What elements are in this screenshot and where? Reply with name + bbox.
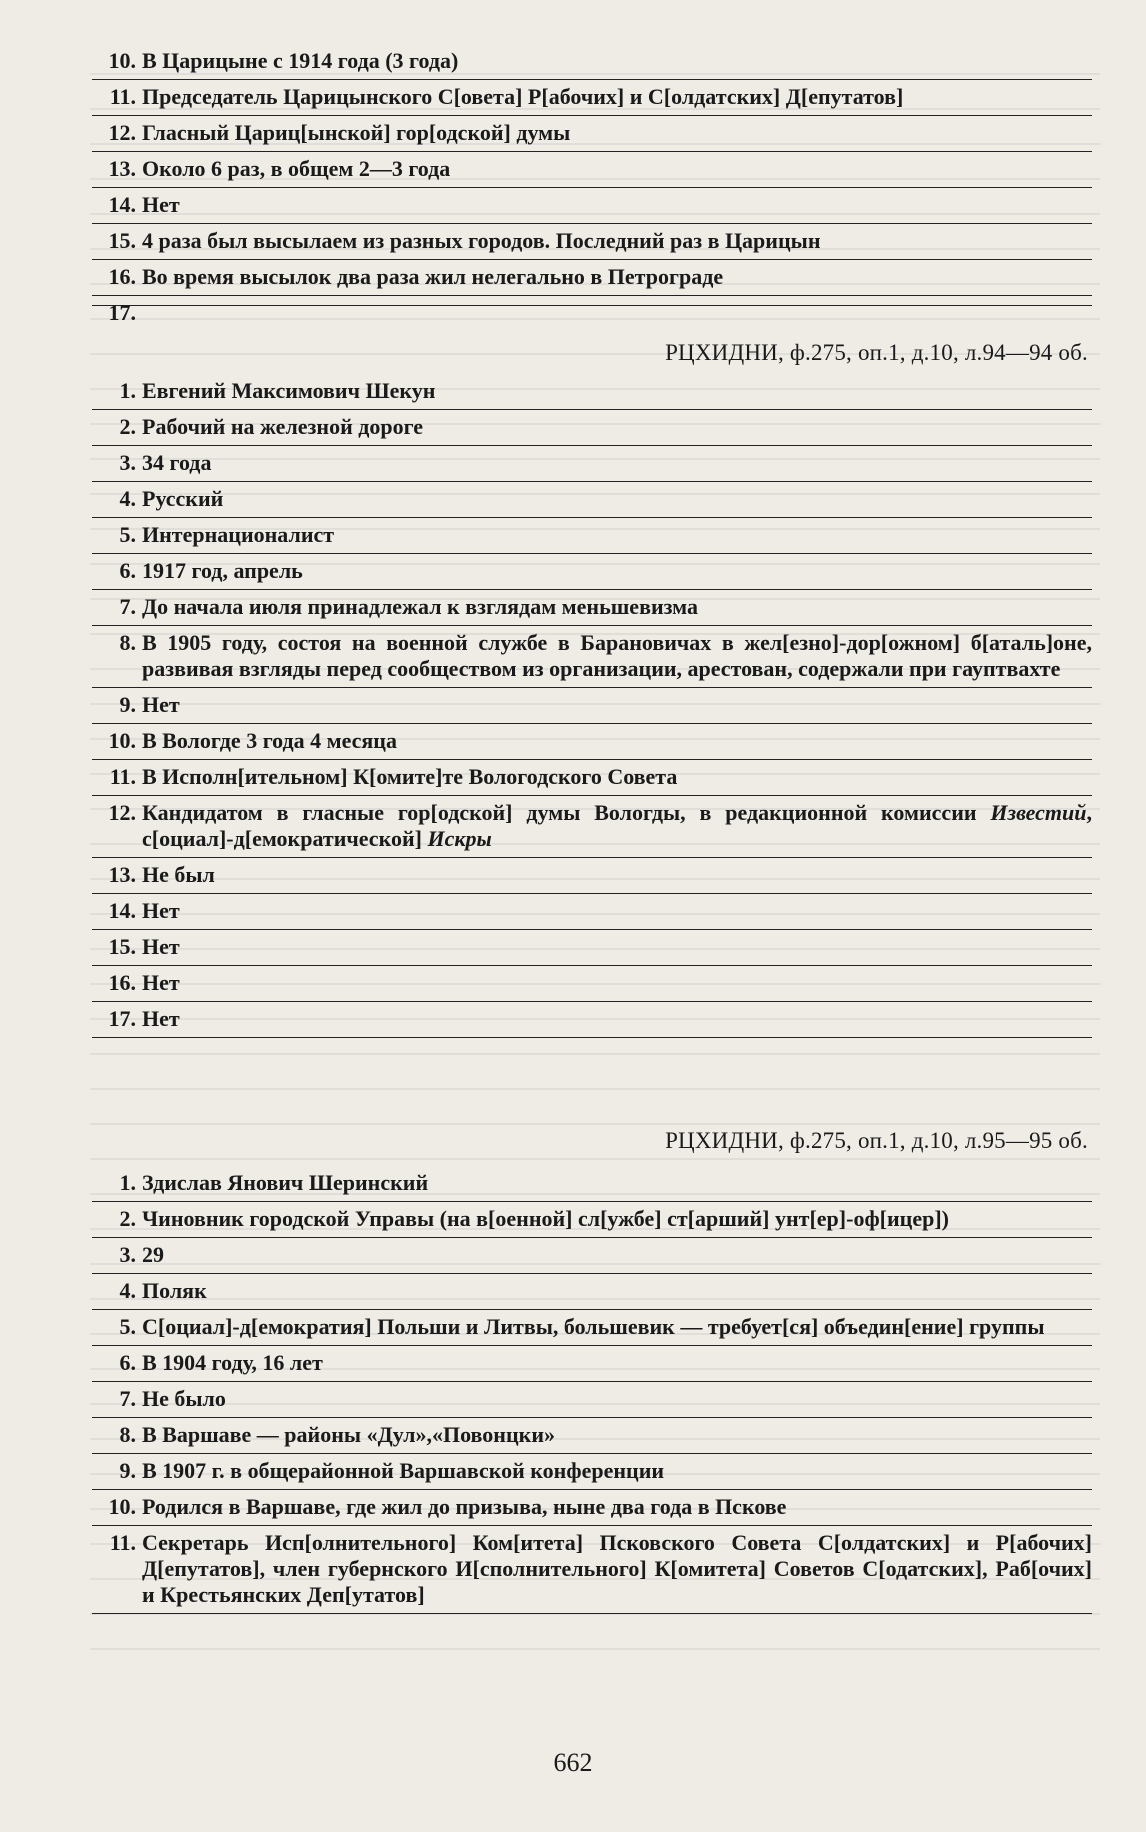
answer-number: 12.	[108, 800, 136, 825]
answer-row	[92, 1238, 1092, 1274]
answer-row	[92, 446, 1092, 482]
answer-row	[92, 1382, 1092, 1418]
answer-text: В 1904 году, 16 лет	[142, 1350, 323, 1375]
answer-text: С[оциал]-д[емократия] Польши и Литвы, большевик — требует[ся] объедин[ение] группы	[142, 1314, 1045, 1339]
answer-number: 11.	[109, 84, 136, 109]
answer-row	[92, 858, 1092, 894]
archive-reference-1: РЦХИДНИ, ф.275, оп.1, д.10, л.94—94 об.	[665, 340, 1088, 365]
answer-number: 8.	[119, 1422, 136, 1447]
answer-text: Нет	[142, 192, 180, 217]
answer-text: 4 раза был высылаем из разных городов. Последний раз в Царицын	[142, 228, 821, 253]
answer-row	[92, 1454, 1092, 1490]
answer-number: 7.	[119, 1386, 136, 1411]
answer-row	[92, 1526, 1092, 1614]
answer-number: 16.	[108, 970, 136, 995]
answer-number: 14.	[108, 898, 136, 923]
answer-text: 34 года	[142, 450, 212, 475]
answer-text: В Вологде 3 года 4 месяца	[142, 728, 397, 753]
answer-text: Рабочий на железной дороге	[142, 414, 424, 439]
questionnaire-block-1	[92, 44, 1092, 325]
answer-row	[92, 296, 1092, 325]
answer-text: Родился в Варшаве, где жил до призыва, ныне два года в Пскове	[142, 1494, 787, 1519]
answer-text: Здислав Янович Шеринский	[142, 1170, 429, 1195]
answer-row	[92, 1418, 1092, 1454]
answer-text: Гласный Цариц[ынской] гор[одской] думы	[142, 120, 571, 145]
answer-row	[92, 894, 1092, 930]
archive-reference-2: РЦХИДНИ, ф.275, оп.1, д.10, л.95—95 об.	[665, 1128, 1088, 1153]
answer-number: 15.	[108, 934, 136, 959]
answer-text: Нет	[142, 934, 180, 959]
answer-text: 1917 год, апрель	[142, 558, 303, 583]
answer-text	[142, 296, 1092, 305]
answer-number: 3.	[119, 1242, 136, 1267]
answer-number: 1.	[119, 1170, 136, 1195]
answer-row	[92, 626, 1092, 688]
answer-row	[92, 80, 1092, 116]
questionnaire-block-2	[92, 374, 1092, 1038]
answer-text: Председатель Царицынского С[овета] Р[абочих] и С[олдатских] Д[епутатов]	[142, 84, 904, 109]
answer-row	[92, 1490, 1092, 1526]
answer-text: Нет	[142, 692, 180, 717]
answer-number: 4.	[119, 1278, 136, 1303]
answer-number: 7.	[119, 594, 136, 619]
answer-row	[92, 760, 1092, 796]
answer-number: 6.	[119, 1350, 136, 1375]
answer-row	[92, 796, 1092, 858]
answer-row	[92, 224, 1092, 260]
answer-number: 11.	[109, 764, 136, 789]
answer-text: Нет	[142, 1006, 180, 1031]
answer-number: 16.	[108, 264, 136, 289]
answer-text: В 1907 г. в общерайонной Варшавской конференции	[142, 1458, 665, 1483]
answer-text: Кандидатом в гласные гор[одской] думы Вологды, в редакционной комиссии Известий, с[оциал]-д[емократической] Искры	[142, 800, 1092, 851]
answer-number: 10.	[108, 1494, 136, 1519]
answer-number: 15.	[108, 228, 136, 253]
answer-row	[92, 374, 1092, 410]
answer-number: 2.	[119, 1206, 136, 1231]
answer-row	[92, 554, 1092, 590]
answer-number: 17.	[108, 300, 136, 325]
answer-row	[92, 44, 1092, 80]
answer-text: Поляк	[142, 1278, 207, 1303]
answer-text: Русский	[142, 486, 224, 511]
answer-text: В Царицыне с 1914 года (3 года)	[142, 48, 459, 73]
answer-number: 9.	[119, 1458, 136, 1483]
answer-text: В 1905 году, состоя на военной службе в Барановичах в жел[езно]-дор[ожном] б[аталь]оне, развивая взгляды перед сообществом из организации, арестован, содержали при гауптвахте	[142, 630, 1092, 681]
answer-row	[92, 1166, 1092, 1202]
answer-row	[92, 116, 1092, 152]
answer-number: 17.	[108, 1006, 136, 1031]
answer-text: В Исполн[ительном] К[омите]те Вологодского Совета	[142, 764, 678, 789]
answer-number: 5.	[119, 1314, 136, 1339]
answer-text: В Варшаве — районы «Дул»,«Повонцки»	[142, 1422, 555, 1447]
answer-number: 6.	[119, 558, 136, 583]
answer-text: Не было	[142, 1386, 226, 1411]
answer-number: 14.	[108, 192, 136, 217]
answer-number: 12.	[108, 120, 136, 145]
answer-number: 10.	[108, 48, 136, 73]
answer-number: 9.	[119, 692, 136, 717]
questionnaire-block-3	[92, 1166, 1092, 1614]
answer-text: Не был	[142, 862, 215, 887]
answer-number: 5.	[119, 522, 136, 547]
answer-text: До начала июля принадлежал к взглядам меньшевизма	[142, 594, 698, 619]
answer-text: Секретарь Исп[олнительного] Ком[итета] Псковского Совета С[олдатских] и Р[абочих] Д[епутатов], член губернского И[сполнительного] К[омитета] Советов С[одатских], Раб[очих] и Крестьянских Деп[утатов]	[142, 1530, 1092, 1607]
answer-number: 3.	[119, 450, 136, 475]
answer-row	[92, 688, 1092, 724]
answer-number: 10.	[108, 728, 136, 753]
answer-number: 4.	[119, 486, 136, 511]
answer-row	[92, 930, 1092, 966]
answer-text: 29	[142, 1242, 164, 1267]
answer-row	[92, 152, 1092, 188]
answer-number: 1.	[119, 378, 136, 403]
answer-text: Около 6 раз, в общем 2—3 года	[142, 156, 451, 181]
page-number: 662	[553, 1748, 593, 1777]
answer-row	[92, 482, 1092, 518]
answer-row	[92, 966, 1092, 1002]
answer-number: 11.	[109, 1530, 136, 1555]
answer-text: Евгений Максимович Шекун	[142, 378, 436, 403]
answer-text: Во время высылок два раза жил нелегально в Петрограде	[142, 264, 724, 289]
answer-row	[92, 1346, 1092, 1382]
answer-number: 13.	[108, 156, 136, 181]
answer-text: Нет	[142, 970, 180, 995]
answer-number: 13.	[108, 862, 136, 887]
answer-row	[92, 410, 1092, 446]
answer-row	[92, 1310, 1092, 1346]
answer-row	[92, 1202, 1092, 1238]
answer-row	[92, 724, 1092, 760]
answer-number: 8.	[119, 630, 136, 655]
answer-row	[92, 590, 1092, 626]
answer-text: Интернационалист	[142, 522, 335, 547]
answer-text: Чиновник городской Управы (на в[оенной] сл[ужбе] ст[арший] унт[ер]-оф[ицер])	[142, 1206, 949, 1231]
answer-row	[92, 1274, 1092, 1310]
answer-text: Нет	[142, 898, 180, 923]
answer-row	[92, 260, 1092, 296]
answer-row	[92, 518, 1092, 554]
answer-row	[92, 188, 1092, 224]
answer-row	[92, 1002, 1092, 1038]
answer-number: 2.	[119, 414, 136, 439]
